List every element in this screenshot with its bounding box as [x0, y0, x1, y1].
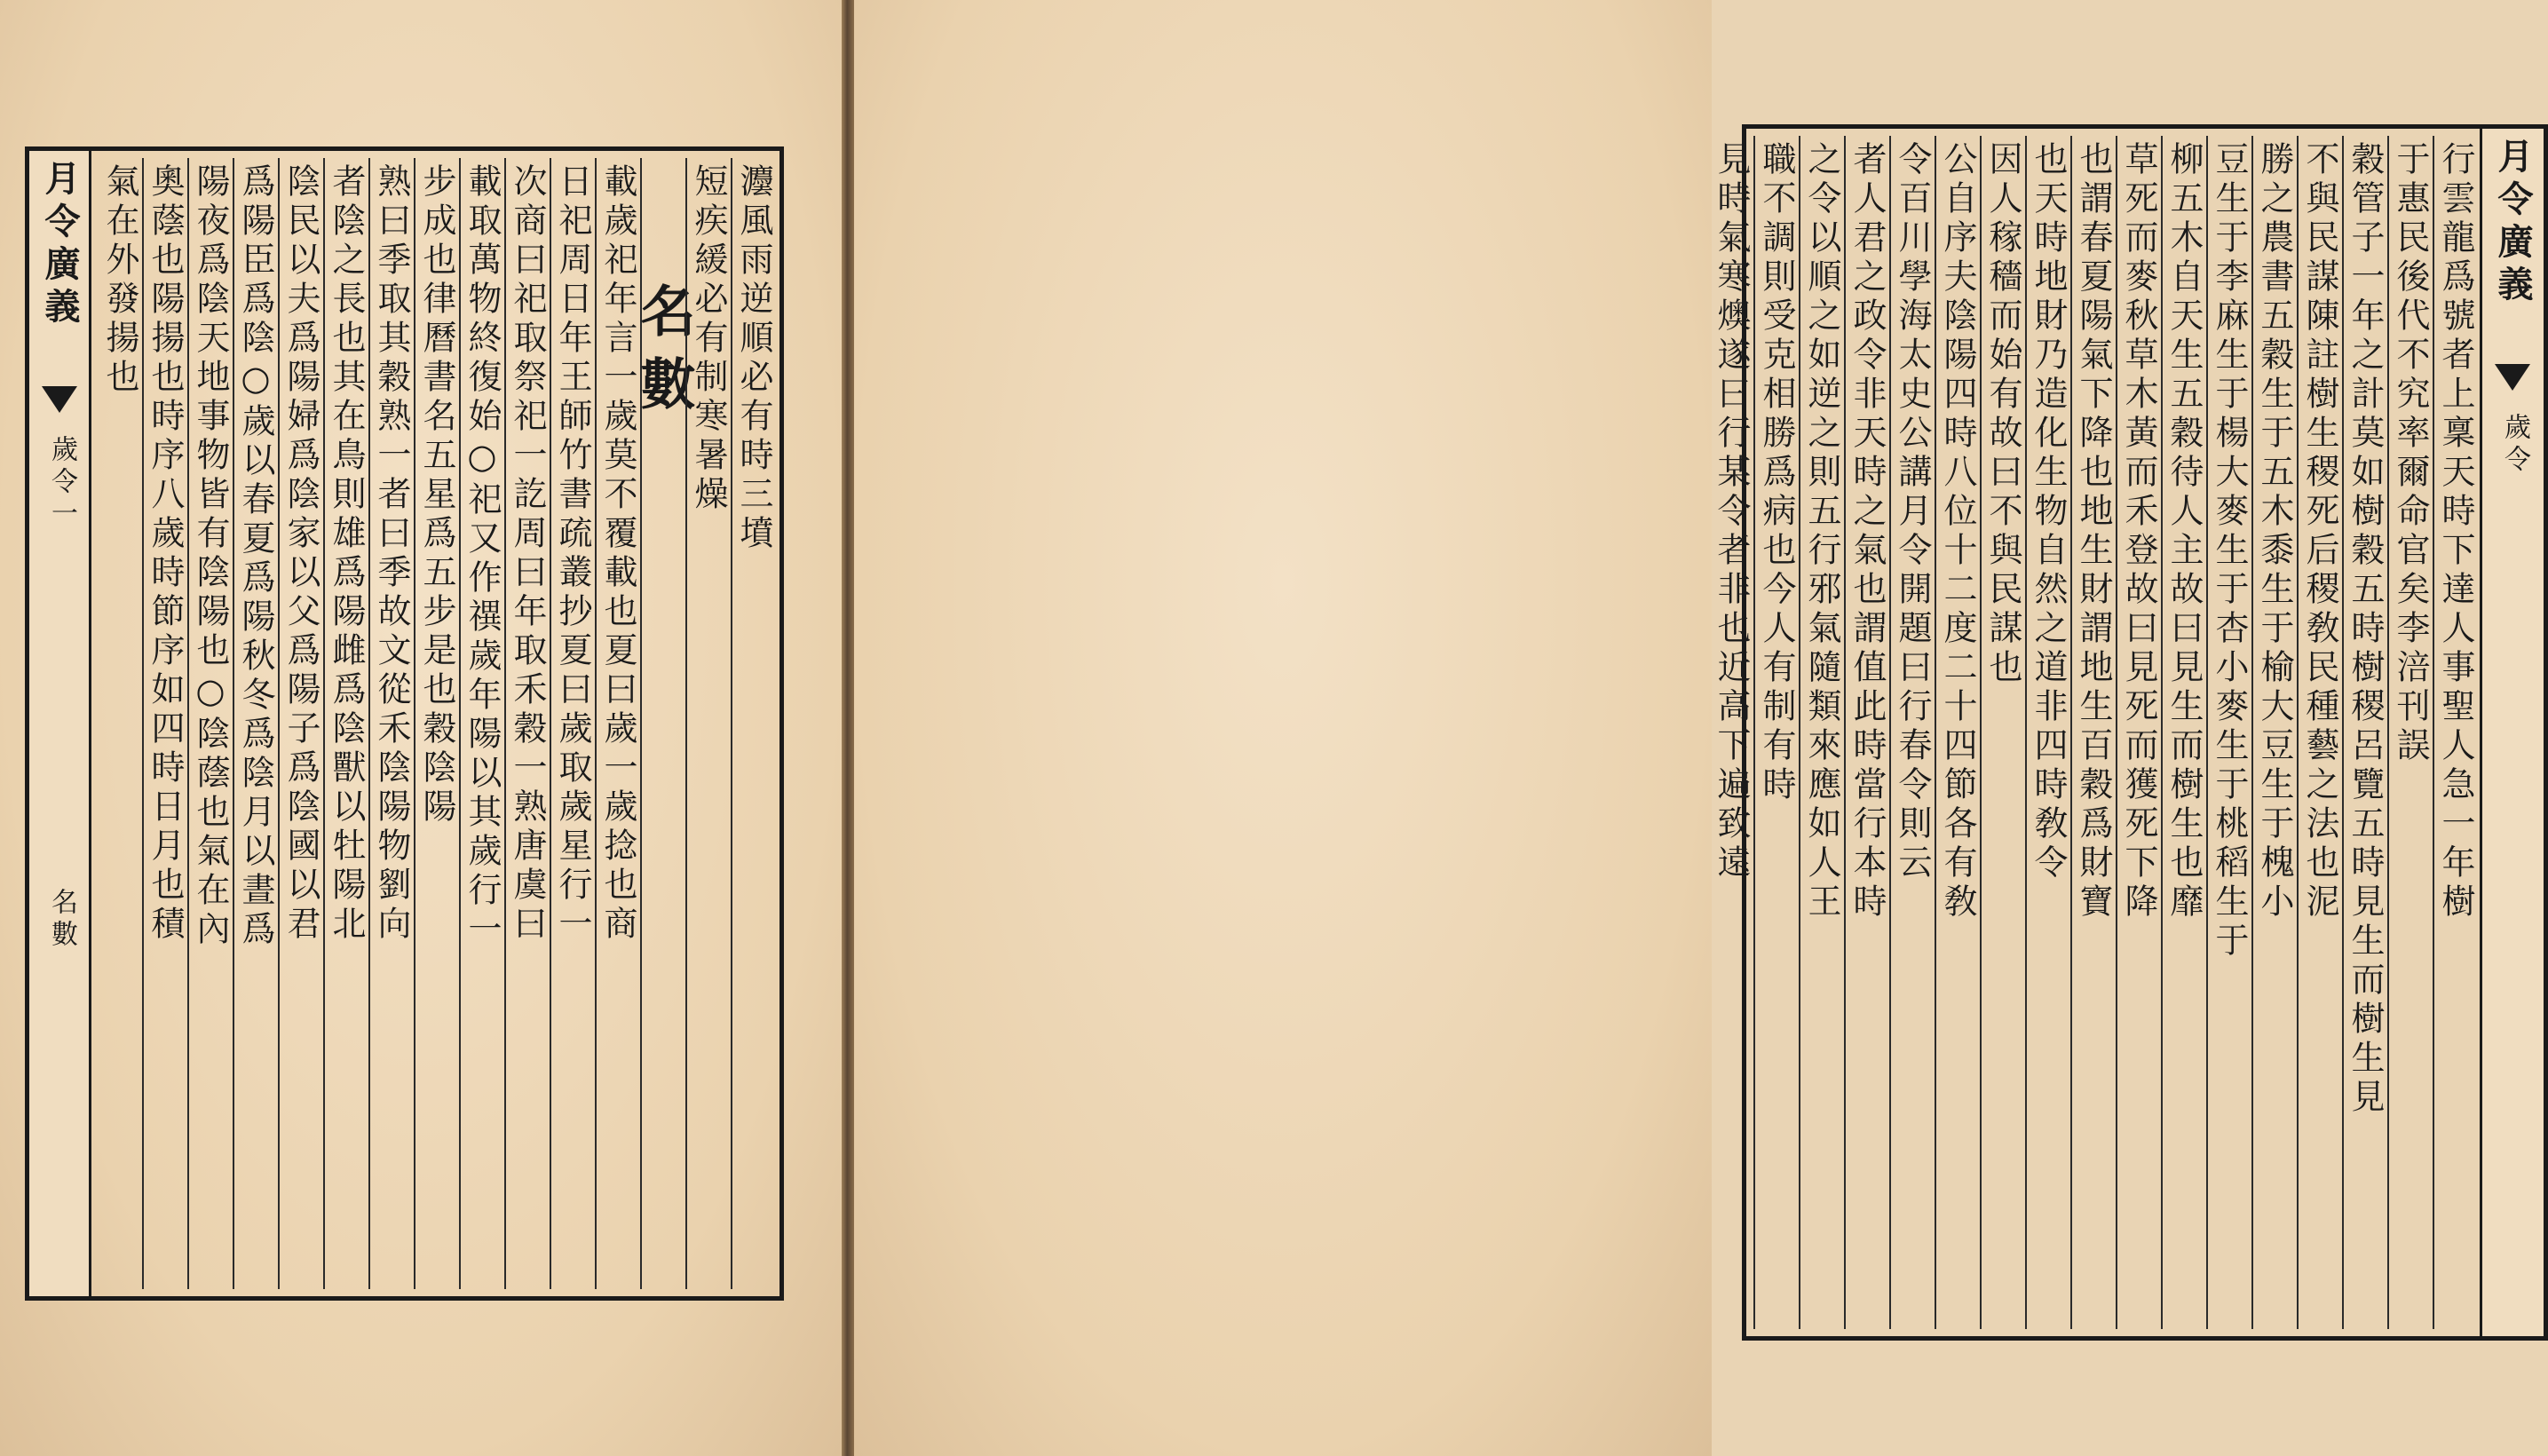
- text-column: 奧蔭也陽揚也時序八歲時節序如四時日月也積: [142, 158, 187, 1289]
- left-strip-chapter: 歲令一: [46, 435, 77, 531]
- right-center-strip: [2480, 129, 2544, 1336]
- text-column: 者陰之長也其在鳥則雄爲陽雌爲陰獸以牡陽北: [323, 158, 368, 1289]
- left-strip-title: 月令廣義: [39, 160, 81, 330]
- fish-tail-mark: [2495, 364, 2530, 391]
- right-strip-title: 月令廣義: [2492, 138, 2534, 308]
- text-column: 次商曰祀取祭祀一訖周曰年取禾穀一熟唐虞曰: [504, 158, 550, 1289]
- text-column: 草死而麥秋草木黃而禾登故曰見死而獲死下降: [2116, 136, 2161, 1329]
- text-column: 因人稼穡而始有故曰不與民謀也: [1980, 136, 2025, 1329]
- text-column: 于惠民後代不究率爾命官矣李涪刊誤: [2387, 136, 2433, 1329]
- text-column: 令百川學海太史公講月令開題曰行春令則云: [1889, 136, 1935, 1329]
- left-strip-section: 名數: [46, 888, 77, 952]
- text-column: 公自序夫陰陽四時八位十二度二十四節各有敎: [1935, 136, 1980, 1329]
- right-page-frame: [1712, 124, 2548, 1341]
- right-text-columns: [1712, 136, 2478, 1329]
- text-column: 熟曰季取其穀熟一者曰季故文從禾陰陽物劉向: [368, 158, 414, 1289]
- text-column: 陰民以夫爲陽婦爲陰家以父爲陽子爲陰國以君: [278, 158, 323, 1289]
- text-column: 不與民謀陳註樹生稷死后稷敎民種藝之法也泥: [2297, 136, 2342, 1329]
- text-column: 步成也律曆書名五星爲五步是也穀陰陽: [414, 158, 459, 1289]
- section-heading: 名數: [640, 158, 685, 1289]
- text-column: 載歲祀年言一歲莫不覆載也夏曰歲一歲捻也商: [595, 158, 640, 1289]
- left-center-strip: [29, 151, 91, 1296]
- left-text-columns: [93, 158, 776, 1289]
- text-column: 穀管子一年之計莫如樹穀五時樹稷呂覽五時見生而樹生見: [2342, 136, 2387, 1329]
- book-gutter: [842, 0, 854, 1456]
- text-column: 灋風雨逆順必有時三墳: [731, 158, 776, 1289]
- text-column: 勝之農書五穀生于五木黍生于榆大豆生于槐小: [2251, 136, 2297, 1329]
- text-column: 載取萬物終復始○祀又作禩歲年陽以其歲行一: [459, 158, 504, 1289]
- text-column: 也謂春夏陽氣下降也地生財謂地生百穀爲財寶: [2070, 136, 2116, 1329]
- text-column: 短疾緩必有制寒暑燥: [685, 158, 731, 1289]
- text-column: 職不調則受克相勝爲病也今人有制有時: [1753, 136, 1799, 1329]
- text-column: 見時氣寒燠遂曰行某令者非也近高下遍致遠: [1712, 141, 1751, 883]
- fish-tail-mark: [42, 386, 77, 413]
- text-column: 日祀周日年王師竹書疏叢抄夏曰歲取歲星行一: [550, 158, 595, 1289]
- text-column: 陽夜爲陰天地事物皆有陰陽也○陰蔭也氣在內: [187, 158, 233, 1289]
- text-column: 之令以順之如逆之則五行邪氣隨類來應如人王: [1799, 136, 1844, 1329]
- text-column: 也天時地財乃造化生物自然之道非四時敎令: [2025, 136, 2070, 1329]
- left-page: [0, 0, 842, 1456]
- text-column: 爲陽臣爲陰○歲以春夏爲陽秋冬爲陰月以晝爲: [233, 158, 278, 1289]
- text-column: 柳五木自天生五穀待人主故曰見生而樹生也靡: [2161, 136, 2206, 1329]
- text-column: 氣在外發揚也: [100, 163, 139, 398]
- left-page-frame: [25, 146, 784, 1301]
- right-strip-chapter: 歲令: [2499, 413, 2530, 477]
- right-page: [854, 0, 2534, 1456]
- text-column: 者人君之政令非天時之氣也謂值此時當行本時: [1844, 136, 1889, 1329]
- text-column: 豆生于李麻生于楊大麥生于杏小麥生于桃稻生于: [2206, 136, 2251, 1329]
- text-column: 行雲龍爲號者上稟天時下達人事聖人急一年樹: [2433, 136, 2478, 1329]
